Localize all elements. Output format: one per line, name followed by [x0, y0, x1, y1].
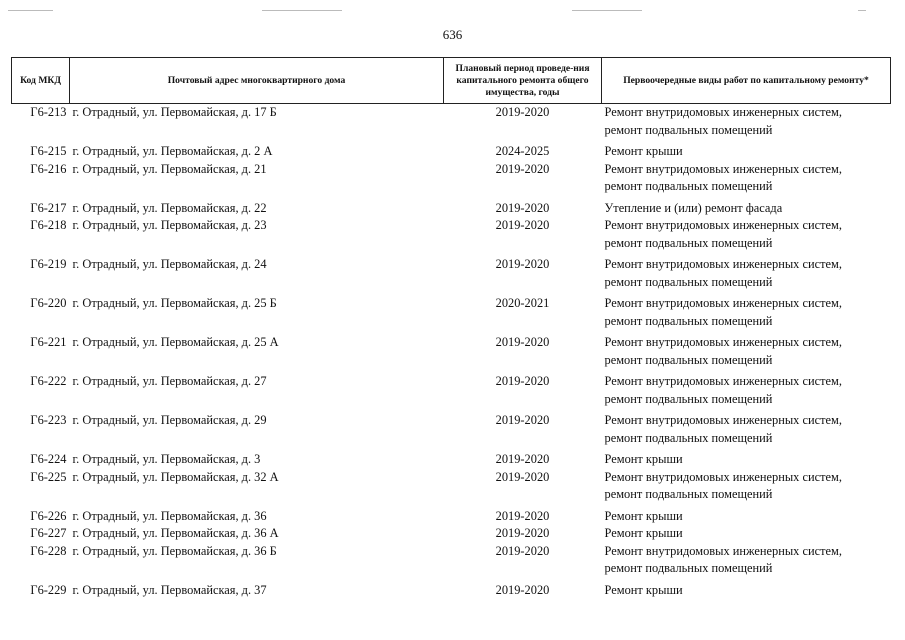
repair-schedule-table	[11, 57, 891, 599]
row-works	[602, 161, 891, 196]
row-works	[602, 104, 891, 140]
row-address: г. Отрадный, ул. Первомайская, д. 24	[72, 257, 267, 271]
row-code: Г6-228	[30, 543, 67, 558]
works-line: ремонт подвальных помещений	[604, 122, 773, 137]
works-line: Ремонт внутридомовых инженерных систем,	[604, 374, 842, 388]
row-address: г. Отрадный, ул. Первомайская, д. 32 А	[72, 469, 279, 484]
row-code: Г6-220	[30, 296, 67, 310]
row-address: г. Отрадный, ул. Первомайская, д. 22	[72, 200, 267, 215]
table-row	[12, 217, 891, 252]
row-works	[602, 412, 891, 447]
row-address: г. Отрадный, ул. Первомайская, д. 25 А	[72, 335, 279, 349]
row-period: 2019-2020	[495, 200, 550, 215]
works-line: Ремонт внутридомовых инженерных систем,	[604, 218, 842, 232]
table-row	[12, 143, 891, 161]
row-works	[602, 451, 891, 469]
row-code: Г6-226	[30, 508, 67, 523]
table-row	[12, 256, 891, 291]
row-works	[602, 543, 891, 578]
table-row	[12, 104, 891, 140]
works-line: Ремонт внутридомовых инженерных систем,	[604, 161, 842, 176]
header-code: Код МКД	[12, 58, 70, 104]
row-works	[602, 256, 891, 291]
table-row	[12, 295, 891, 330]
row-address: г. Отрадный, ул. Первомайская, д. 17 Б	[72, 105, 277, 119]
row-address: г. Отрадный, ул. Первомайская, д. 25 Б	[72, 296, 277, 310]
works-line: ремонт подвальных помещений	[604, 430, 773, 445]
row-works	[602, 373, 891, 408]
row-code: Г6-227	[30, 526, 67, 540]
works-line: Утепление и (или) ремонт фасада	[604, 200, 783, 215]
row-period: 2019-2020	[495, 469, 550, 484]
works-line: Ремонт крыши	[604, 144, 683, 158]
row-address: г. Отрадный, ул. Первомайская, д. 29	[72, 413, 267, 427]
row-address: г. Отрадный, ул. Первомайская, д. 2 А	[72, 144, 273, 158]
table-row	[12, 334, 891, 369]
table-body	[12, 104, 891, 600]
table-row	[12, 543, 891, 578]
scan-artifact	[262, 10, 342, 11]
row-period: 2019-2020	[495, 582, 550, 597]
works-line: Ремонт внутридомовых инженерных систем,	[604, 413, 842, 427]
scan-artifact	[858, 10, 866, 11]
row-code: Г6-222	[30, 374, 67, 388]
row-address: г. Отрадный, ул. Первомайская, д. 36	[72, 508, 267, 523]
works-line: ремонт подвальных помещений	[604, 352, 773, 367]
row-period: 2019-2020	[495, 413, 550, 427]
works-line: Ремонт крыши	[604, 526, 683, 540]
row-code: Г6-215	[30, 144, 67, 158]
row-works	[602, 469, 891, 504]
table-row	[12, 161, 891, 196]
table-row	[12, 582, 891, 600]
header-period: Плановый период проведе-ния капитального ремонта общего имущества, годы	[444, 58, 602, 104]
row-period: 2019-2020	[495, 257, 550, 271]
works-line: ремонт подвальных помещений	[604, 235, 773, 250]
works-line: ремонт подвальных помещений	[604, 487, 773, 501]
page-number: 636	[442, 27, 463, 42]
table-row	[12, 525, 891, 543]
row-address: г. Отрадный, ул. Первомайская, д. 37	[72, 582, 267, 597]
row-code: Г6-219	[30, 257, 67, 271]
row-address: г. Отрадный, ул. Первомайская, д. 3	[72, 452, 261, 466]
works-line: Ремонт внутридомовых инженерных систем,	[604, 469, 842, 484]
works-line: ремонт подвальных помещений	[604, 313, 773, 328]
row-works	[602, 143, 891, 161]
row-period: 2019-2020	[495, 508, 550, 523]
table-row	[12, 373, 891, 408]
scan-artifact	[8, 10, 53, 11]
scan-artifact	[572, 10, 642, 11]
works-line: Ремонт внутридомовых инженерных систем,	[604, 543, 842, 558]
row-period: 2019-2020	[495, 105, 550, 119]
row-code: Г6-229	[30, 582, 67, 597]
works-line: Ремонт крыши	[604, 508, 683, 523]
works-line: Ремонт внутридомовых инженерных систем,	[604, 335, 842, 349]
row-address: г. Отрадный, ул. Первомайская, д. 27	[72, 374, 267, 388]
row-works	[602, 582, 891, 600]
row-works	[602, 217, 891, 252]
row-works	[602, 200, 891, 218]
row-address: г. Отрадный, ул. Первомайская, д. 23	[72, 218, 267, 232]
row-period: 2019-2020	[495, 543, 550, 558]
table-header-row	[12, 58, 891, 104]
header-works: Первоочередные виды работ по капитальному ремонту*	[602, 58, 891, 104]
row-code: Г6-213	[30, 105, 67, 119]
row-period: 2019-2020	[495, 218, 550, 232]
row-works	[602, 525, 891, 543]
works-line: ремонт подвальных помещений	[604, 391, 773, 406]
works-line: Ремонт внутридомовых инженерных систем,	[604, 105, 842, 119]
row-period: 2019-2020	[495, 335, 550, 349]
row-period: 2019-2020	[495, 452, 550, 466]
row-period: 2019-2020	[495, 526, 550, 540]
works-line: ремонт подвальных помещений	[604, 561, 773, 575]
table-row	[12, 469, 891, 504]
row-code: Г6-223	[30, 413, 67, 427]
row-period: 2019-2020	[495, 374, 550, 388]
row-address: г. Отрадный, ул. Первомайская, д. 21	[72, 161, 267, 176]
row-address: г. Отрадный, ул. Первомайская, д. 36 Б	[72, 543, 277, 558]
table-row	[12, 451, 891, 469]
row-code: Г6-216	[30, 161, 67, 176]
table-row	[12, 508, 891, 526]
header-address: Почтовый адрес многоквартирного дома	[70, 58, 444, 104]
row-code: Г6-225	[30, 469, 67, 484]
works-line: Ремонт внутридомовых инженерных систем,	[604, 257, 842, 271]
row-code: Г6-221	[30, 335, 67, 349]
row-works	[602, 508, 891, 526]
row-code: Г6-218	[30, 218, 67, 232]
table-row	[12, 412, 891, 447]
row-period: 2024-2025	[495, 144, 550, 158]
row-works	[602, 295, 891, 330]
works-line: Ремонт внутридомовых инженерных систем,	[604, 296, 842, 310]
works-line: Ремонт крыши	[604, 452, 683, 466]
table-row	[12, 200, 891, 218]
works-line: ремонт подвальных помещений	[604, 274, 773, 289]
row-code: Г6-224	[30, 452, 67, 466]
row-period: 2019-2020	[495, 161, 550, 176]
row-period: 2020-2021	[495, 296, 550, 310]
row-works	[602, 334, 891, 369]
row-address: г. Отрадный, ул. Первомайская, д. 36 А	[72, 526, 279, 540]
works-line: ремонт подвальных помещений	[604, 179, 773, 193]
works-line: Ремонт крыши	[604, 582, 683, 597]
row-code: Г6-217	[30, 200, 67, 215]
